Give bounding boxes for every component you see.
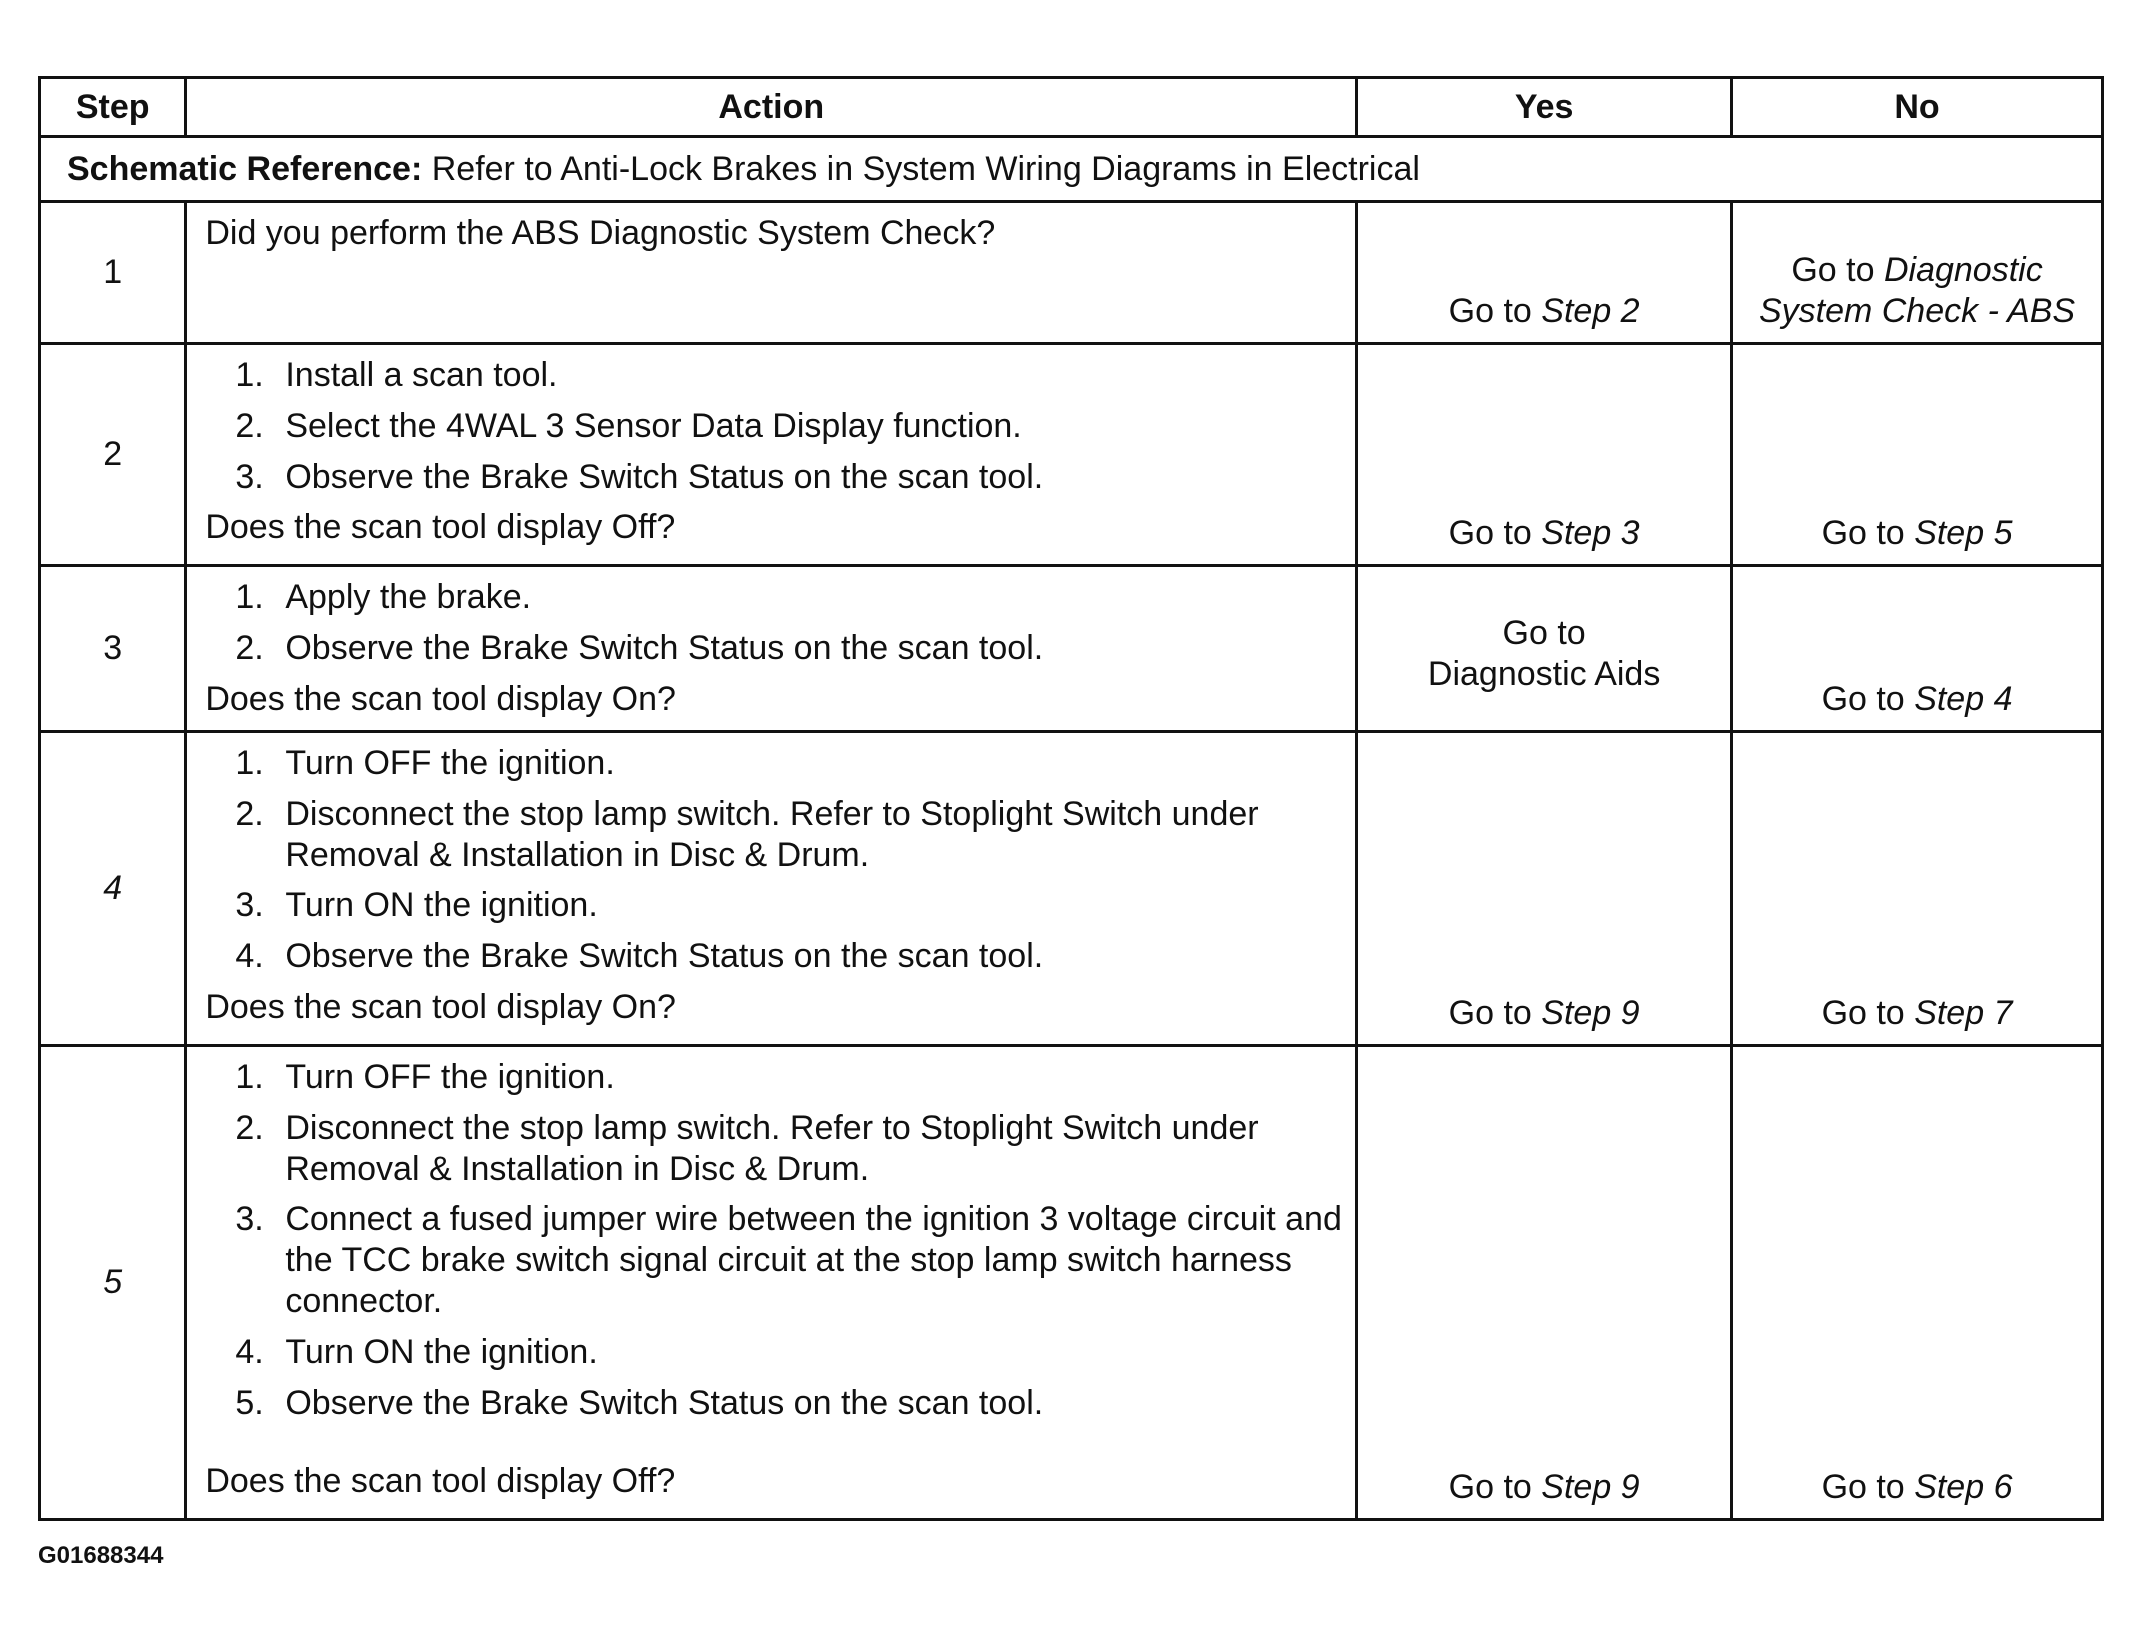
list-item bbox=[205, 355, 1345, 396]
list-item bbox=[205, 1108, 1345, 1190]
item-text: Observe the Brake Switch Status on the scan tool. bbox=[285, 1383, 1044, 1422]
header-action: Action bbox=[186, 78, 1357, 137]
yes-target: Step 3 bbox=[1541, 514, 1640, 553]
action-cell bbox=[186, 202, 1357, 344]
table-row bbox=[40, 202, 2103, 344]
no-target: Diagnostic bbox=[1883, 251, 2043, 290]
no-cell bbox=[1732, 566, 2103, 732]
list-item bbox=[205, 936, 1345, 977]
yes-prefix: Go to bbox=[1448, 994, 1532, 1033]
item-text: Turn ON the ignition. bbox=[285, 1332, 598, 1371]
no-prefix: Go to bbox=[1821, 514, 1905, 553]
list-item bbox=[205, 457, 1345, 498]
item-text: Disconnect the stop lamp switch. Refer to Stoplight Switch under Removal & Installation in Disc & Drum. bbox=[285, 1108, 1259, 1188]
step-number: 1 bbox=[40, 202, 186, 344]
action-steps bbox=[205, 743, 1345, 977]
item-number: 2. bbox=[235, 1108, 264, 1147]
yes-prefix: Go to bbox=[1448, 292, 1532, 331]
item-text: Install a scan tool. bbox=[285, 356, 558, 394]
no-target-line2: System Check - ABS bbox=[1758, 292, 2076, 331]
schematic-row bbox=[40, 137, 2103, 202]
item-number: 2. bbox=[235, 628, 264, 667]
no-cell bbox=[1732, 202, 2103, 344]
step-number: 5 bbox=[40, 1046, 186, 1520]
item-number: 1. bbox=[235, 1058, 264, 1096]
no-cell bbox=[1732, 344, 2103, 566]
no-prefix: Go to bbox=[1821, 994, 1905, 1033]
no-target: Step 4 bbox=[1914, 680, 2013, 719]
item-text: Turn OFF the ignition. bbox=[285, 1058, 615, 1096]
item-number: 1. bbox=[235, 356, 264, 394]
figure-id: G01688344 bbox=[38, 1542, 164, 1569]
item-number: 4. bbox=[235, 1332, 264, 1371]
list-item bbox=[205, 628, 1345, 669]
no-prefix: Go to bbox=[1821, 680, 1905, 719]
list-item bbox=[205, 1332, 1345, 1373]
step-number: 2 bbox=[40, 344, 186, 566]
item-text: Observe the Brake Switch Status on the scan tool. bbox=[285, 457, 1044, 496]
item-text: Turn ON the ignition. bbox=[285, 886, 598, 925]
item-number: 4. bbox=[235, 937, 264, 976]
no-prefix: Go to bbox=[1791, 251, 1875, 290]
item-number: 2. bbox=[235, 406, 264, 445]
yes-prefix: Go to bbox=[1448, 1468, 1532, 1507]
table-row bbox=[40, 566, 2103, 732]
question: Does the scan tool display Off? bbox=[205, 508, 676, 547]
header-yes: Yes bbox=[1357, 78, 1732, 137]
no-target: Step 7 bbox=[1914, 994, 2013, 1033]
action-cell bbox=[186, 344, 1357, 566]
yes-target: Step 9 bbox=[1541, 994, 1640, 1033]
yes-line1: Go to bbox=[1502, 613, 1586, 652]
item-number: 3. bbox=[235, 457, 264, 496]
header-step: Step bbox=[40, 78, 186, 137]
item-number: 1. bbox=[235, 744, 264, 782]
item-text: Disconnect the stop lamp switch. Refer to Stoplight Switch under Removal & Installation in Disc & Drum. bbox=[285, 794, 1259, 874]
list-item bbox=[205, 1383, 1345, 1424]
action-cell bbox=[186, 732, 1357, 1046]
table-row bbox=[40, 344, 2103, 566]
no-target: Step 5 bbox=[1914, 514, 2013, 553]
question: Does the scan tool display On? bbox=[205, 987, 676, 1026]
yes-cell bbox=[1357, 344, 1732, 566]
yes-prefix: Go to bbox=[1448, 514, 1532, 553]
item-number: 1. bbox=[235, 578, 264, 616]
item-text: Apply the brake. bbox=[285, 578, 532, 616]
item-text: Observe the Brake Switch Status on the scan tool. bbox=[285, 628, 1044, 667]
spacer bbox=[205, 1433, 1345, 1461]
question: Does the scan tool display Off? bbox=[205, 1462, 676, 1501]
item-number: 3. bbox=[235, 1200, 264, 1239]
schematic-text: Refer to Anti-Lock Brakes in System Wiring Diagrams in Electrical bbox=[431, 149, 1420, 188]
yes-line2: Diagnostic Aids bbox=[1427, 654, 1661, 693]
header-no: No bbox=[1732, 78, 2103, 137]
item-text: Select the 4WAL 3 Sensor Data Display function. bbox=[285, 406, 1022, 445]
action-cell bbox=[186, 1046, 1357, 1520]
no-cell bbox=[1732, 732, 2103, 1046]
list-item bbox=[205, 406, 1345, 447]
list-item bbox=[205, 794, 1345, 876]
no-cell bbox=[1732, 1046, 2103, 1520]
no-target: Step 6 bbox=[1914, 1468, 2013, 1507]
schematic-reference bbox=[40, 137, 2103, 202]
yes-cell bbox=[1357, 202, 1732, 344]
item-number: 3. bbox=[235, 886, 264, 925]
item-number: 5. bbox=[235, 1383, 264, 1422]
step-number: 4 bbox=[40, 732, 186, 1046]
yes-target: Step 2 bbox=[1541, 292, 1640, 331]
list-item bbox=[205, 577, 1345, 618]
item-text: Connect a fused jumper wire between the ignition 3 voltage circuit and the TCC brake switch signal circuit at the stop lamp switch harness connector. bbox=[285, 1200, 1342, 1320]
yes-cell bbox=[1357, 1046, 1732, 1520]
action-steps bbox=[205, 1057, 1345, 1423]
question: Did you perform the ABS Diagnostic System Check? bbox=[205, 214, 996, 252]
action-cell bbox=[186, 566, 1357, 732]
question: Does the scan tool display On? bbox=[205, 679, 676, 718]
action-steps bbox=[205, 355, 1345, 497]
yes-cell bbox=[1357, 566, 1732, 732]
no-prefix: Go to bbox=[1821, 1468, 1905, 1507]
item-number: 2. bbox=[235, 794, 264, 833]
action-steps bbox=[205, 577, 1345, 669]
list-item bbox=[205, 743, 1345, 784]
yes-target: Step 9 bbox=[1541, 1468, 1640, 1507]
item-text: Observe the Brake Switch Status on the scan tool. bbox=[285, 937, 1044, 976]
header-row bbox=[40, 78, 2103, 137]
yes-cell bbox=[1357, 732, 1732, 1046]
schematic-label: Schematic Reference: bbox=[67, 149, 423, 188]
list-item bbox=[205, 885, 1345, 926]
step-number: 3 bbox=[40, 566, 186, 732]
table-row bbox=[40, 732, 2103, 1046]
list-item bbox=[205, 1199, 1345, 1321]
item-text: Turn OFF the ignition. bbox=[285, 744, 615, 782]
diagnostic-table bbox=[38, 76, 2104, 1521]
table-row bbox=[40, 1046, 2103, 1520]
list-item bbox=[205, 1057, 1345, 1098]
